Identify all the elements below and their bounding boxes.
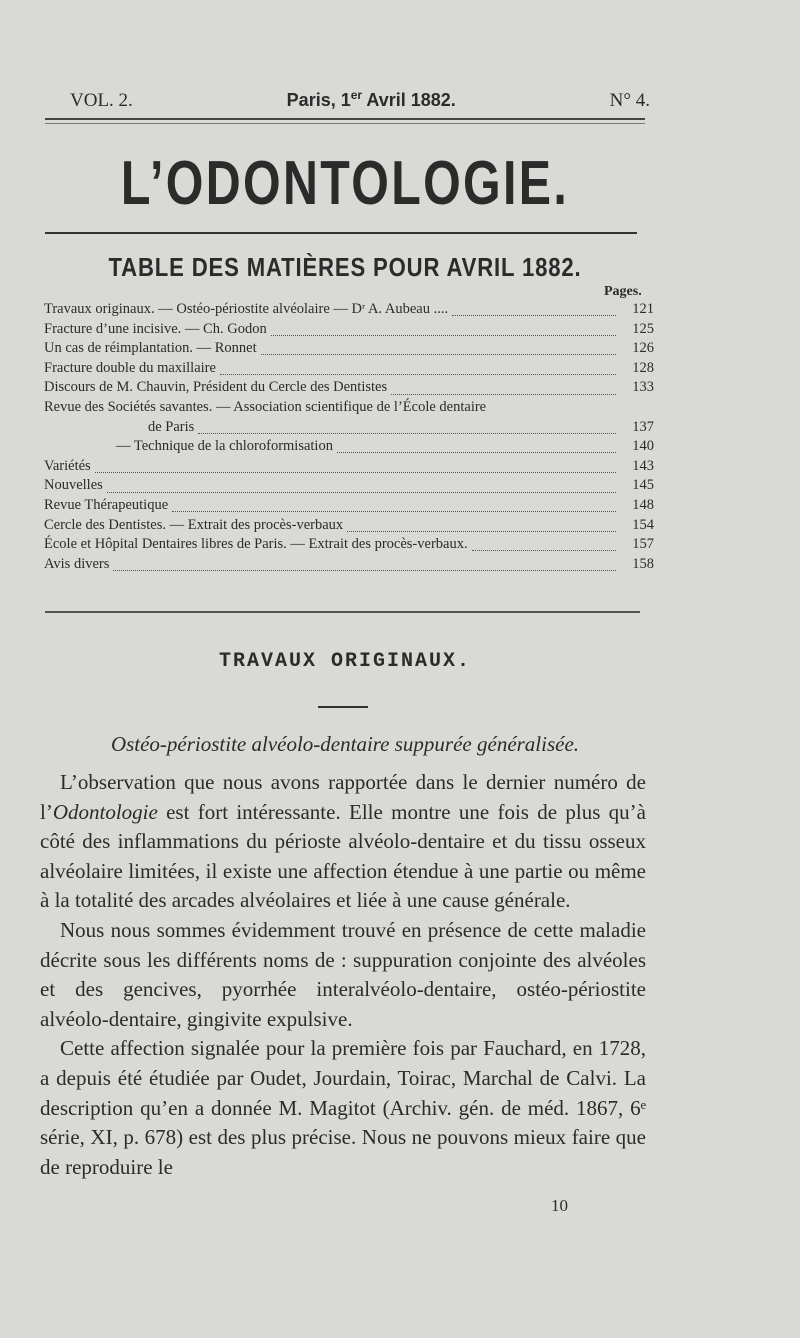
toc-entry: Un cas de réimplantation. — Ronnet 126	[44, 340, 654, 357]
title-divider	[45, 232, 637, 234]
section-divider	[318, 706, 368, 708]
toc-title: TABLE DES MATIÈRES POUR AVRIL 1882.	[108, 252, 582, 282]
toc-entry: Discours de M. Chauvin, Président du Cercle des Dentistes 133	[44, 379, 654, 396]
article-body	[40, 768, 646, 1182]
page-number: 10	[551, 1196, 568, 1215]
toc-entry: Cercle des Dentistes. — Extrait des procès-verbaux 154	[44, 516, 654, 533]
toc-entry: de Paris 137	[148, 418, 654, 435]
toc-entry: — Technique de la chloroformisation 140	[116, 438, 654, 455]
toc-divider	[45, 611, 640, 613]
toc-pages-label: Pages.	[604, 284, 642, 299]
body-paragraph: Nous nous sommes évidemment trouvé en présence de cette maladie décrite sous les différents noms de : suppuration conjointe des alvéoles et des gencives, pyorrhée interalvéolo-dentaire, ostéo-périostite alvéolo-dentaire, gingivite expulsive.	[40, 917, 646, 1031]
section-title: TRAVAUX ORIGINAUX.	[218, 650, 472, 673]
toc-entry: Avis divers 158	[44, 555, 654, 572]
header-divider-thin	[45, 123, 645, 124]
toc-entry: Travaux originaux. — Ostéo-périostite alvéolaire — Dʳ A. Aubeau .... 121	[44, 301, 654, 317]
table-of-contents	[44, 300, 654, 574]
toc-entry: École et Hôpital Dentaires libres de Paris. — Extrait des procès-verbaux. 157	[44, 536, 654, 553]
toc-entry: Fracture d’une incisive. — Ch. Godon 125	[44, 320, 654, 337]
issue-number: N° 4.	[609, 90, 650, 111]
body-paragraph: Cette affection signalée pour la première fois par Fauchard, en 1728, a depuis été étudiée par Oudet, Jourdain, Toirac, Marchal de Calvi. La description qu’en a donnée M. Magitot (Archiv. gén. de méd. 1867, 6ᵉ série, XI, p. 678) est des plus précise. Nous ne pouvons mieux faire que de reproduire le	[40, 1036, 646, 1179]
toc-entry: Fracture double du maxillaire 128	[44, 359, 654, 376]
journal-title: L’ODONTOLOGIE.	[120, 149, 570, 218]
header-divider	[45, 118, 645, 120]
running-header	[70, 88, 650, 112]
toc-entry: Variétés 143	[44, 457, 654, 474]
toc-entry: Revue Thérapeutique 148	[44, 496, 654, 513]
toc-entry: Nouvelles 145	[44, 477, 654, 494]
body-paragraph: L’observation que nous avons rapportée dans le dernier numéro de l’Odontologie est fort intéressante. Elle montre une fois de plus qu’à côté des inflammations du périoste alvéolo-dentaire et du tissu osseux alvéolaire limitées, il existe une affection étendue à une partie ou même à la totalité des arcades alvéolaires et liée à une cause générale.	[40, 770, 646, 913]
issue-date: Paris, 1er Avril 1882.	[286, 88, 456, 110]
toc-entry: Revue des Sociétés savantes. — Association scientifique de l’École dentaire	[44, 398, 487, 415]
article-title: Ostéo-périostite alvéolo-dentaire suppurée généralisée.	[110, 732, 580, 756]
volume-label: VOL. 2.	[70, 90, 133, 111]
